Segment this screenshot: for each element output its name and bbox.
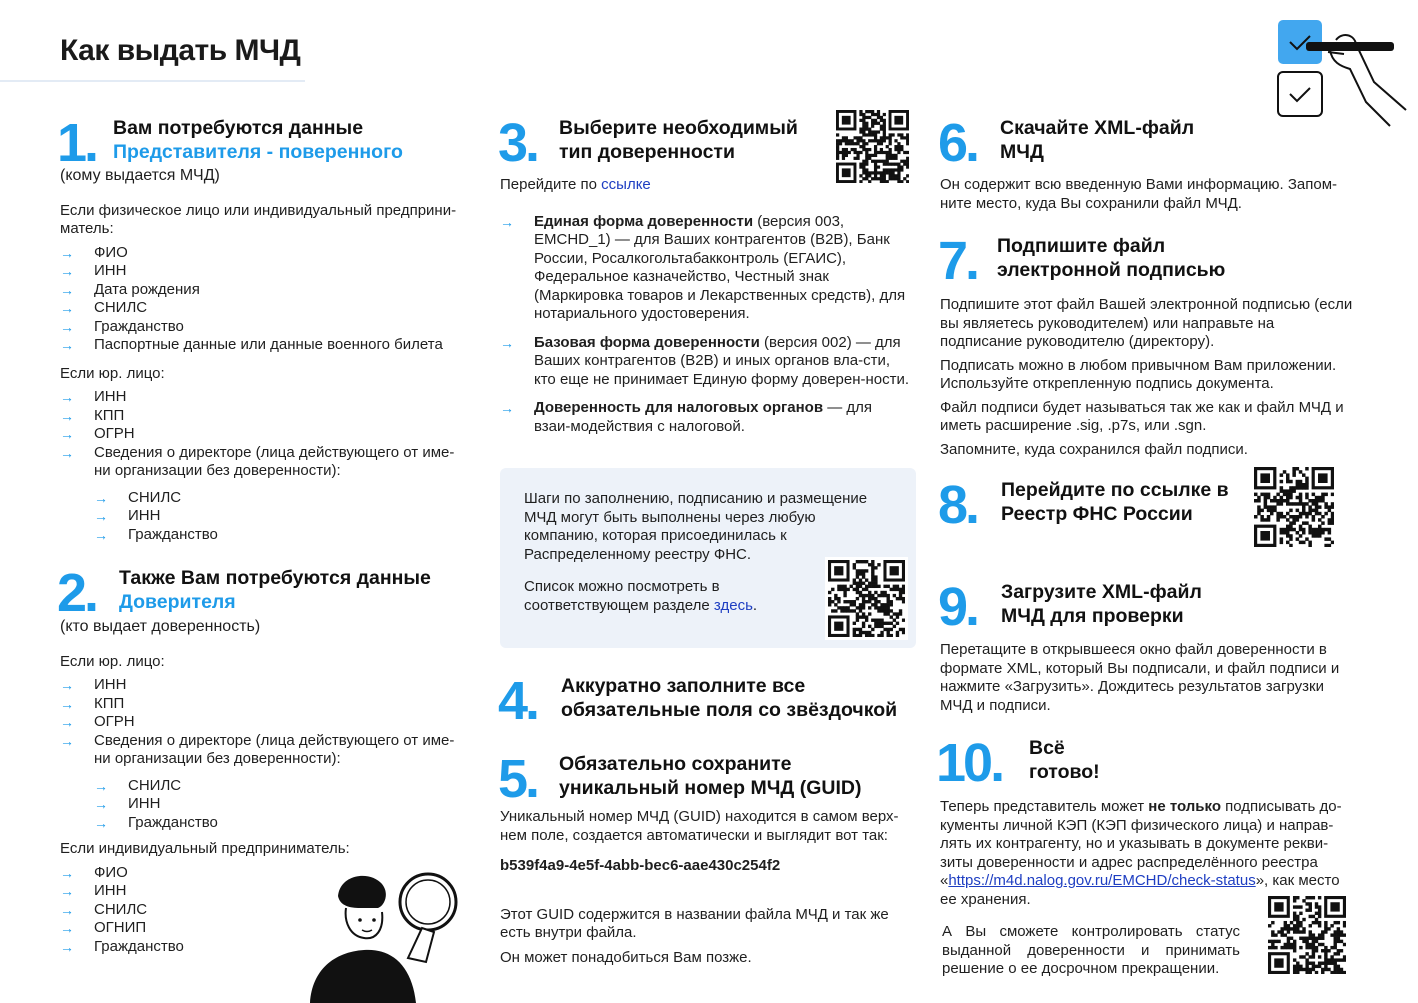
step-10-number: 10. [936, 733, 1003, 793]
step-7-paragraph: Файл подписи будет называться так же как и файл МЧД и иметь расширение .sig, .p7s, или .sgn. [940, 398, 1344, 434]
step-1-body [60, 167, 470, 552]
step-7-body [940, 296, 1358, 464]
step-2-subtitle: (кто выдает доверенность) [60, 618, 261, 635]
list-item: → СНИЛС [60, 299, 470, 318]
step-2-heading [119, 566, 431, 614]
legal-entity-list [60, 388, 470, 481]
list-item: → Гражданство [60, 318, 470, 337]
list-item-text: — для взаи-модействия с налоговой. [534, 399, 873, 435]
list-item: → ФИО [60, 864, 470, 883]
list-item: → ИНН [60, 795, 470, 814]
step-10-text: », как место ее хранения. [940, 872, 1340, 908]
step-3-go-text: Перейдите по [500, 176, 597, 193]
step-5-heading-line2: уникальный номер МЧД (GUID) [559, 777, 862, 799]
step-8-heading-line2: Реестр ФНС России [1001, 503, 1193, 525]
list-item: → Дата рождения [60, 281, 470, 300]
step-3-heading [559, 116, 798, 164]
list-item: → ИНН [60, 388, 470, 407]
list-item-title: Базовая форма доверенности [534, 333, 760, 351]
individual-list [60, 244, 470, 355]
list-item: → ИНН [60, 262, 470, 281]
step-4-heading [561, 674, 897, 722]
step-8-number: 8. [938, 475, 978, 535]
individual-intro: Если физическое лицо или индивидуальный предприни-матель: [60, 201, 457, 237]
step-5-paragraph: Уникальный номер МЧД (GUID) находится в самом верх-нем поле, создается автоматически и выглядит вот так: [500, 808, 899, 844]
list-item [500, 213, 910, 324]
step-3-link[interactable]: ссылке [601, 176, 651, 193]
list-item: → Гражданство [60, 526, 470, 545]
step-5-number: 5. [498, 749, 538, 809]
step-6-heading-line1: Скачайте XML-файл [1000, 117, 1195, 139]
step-9-paragraph: Перетащите в открывшееся окно файл доверенности в формате XML, который Вы подписали, и файл подписи и нажмите «Загрузить». Дождитесь результатов загрузки МЧД и подписи. [940, 641, 1340, 714]
list-item: → Сведения о директоре (лица действующего от име-ни организации без доверенности): [60, 444, 470, 481]
step-7-number: 7. [938, 231, 978, 291]
step-1-subtitle: (кому выдается МЧД) [60, 167, 220, 184]
list-item: → ОГРН [60, 425, 470, 444]
list-item: → Гражданство [60, 814, 470, 833]
qr-code-icon [836, 110, 909, 183]
step-6-number: 6. [938, 113, 978, 173]
list-item: → ОГРН [60, 713, 470, 732]
step-7-heading [997, 234, 1225, 282]
list-item: → СНИЛС [60, 777, 470, 796]
list-item: → Паспортные данные или данные военного билета [60, 336, 470, 355]
list-item: → ФИО [60, 244, 470, 263]
step-4-heading-line2: обязательные поля со звёздочкой [561, 699, 898, 721]
list-item: → ИНН [60, 507, 470, 526]
guid-example: b539f4a9-4e5f-4abb-bec6-aae430c254f2 [500, 857, 781, 874]
step-5-body [500, 808, 900, 972]
step-3-body [500, 176, 910, 444]
step-9-heading-line1: Загрузите XML-файл [1001, 581, 1202, 603]
list-item: → СНИЛС [60, 489, 470, 508]
step-4-number: 4. [498, 671, 538, 731]
step-1-heading-line2: Представителя - поверенного [113, 141, 403, 163]
step-2-number: 2. [57, 563, 97, 623]
step-5-heading-line1: Обязательно сохраните [559, 753, 792, 775]
qr-code-icon [1268, 896, 1346, 974]
info-box-paragraph [524, 578, 774, 615]
step-5-paragraph: Этот GUID содержится в названии файла МЧД и так же есть внутри файла. [500, 905, 889, 941]
info-box-paragraph: Шаги по заполнению, подписанию и размещение МЧД могут быть выполнены через любую компанию, которая присоединилась к Распределенному реестру ФНС. [524, 490, 868, 563]
step-6-paragraph: Он содержит всю введенную Вами информацию. Запом-ните место, куда Вы сохранили файл МЧД. [940, 176, 1338, 212]
list-item [500, 334, 910, 390]
step-8-heading-line1: Перейдите по ссылке в [1001, 479, 1229, 501]
info-box-text [524, 490, 874, 620]
step-9-body [940, 641, 1360, 720]
person-magnifier-illustration-icon [300, 862, 470, 1003]
title-underline [0, 80, 305, 82]
step-7-heading-line2: электронной подписью [997, 259, 1226, 281]
step-9-number: 9. [938, 577, 978, 637]
step-10-bold: не только [1148, 798, 1221, 815]
step-10-heading-line2: готово! [1029, 761, 1100, 783]
step-4-heading-line1: Аккуратно заполните все [561, 675, 806, 697]
info-box-link[interactable]: здесь [713, 596, 753, 614]
step-2-heading-line2: Доверителя [119, 591, 236, 613]
step-3-heading-line2: тип доверенности [559, 141, 735, 163]
step-3-go-line [500, 176, 910, 195]
info-box-text-span: Список можно посмотреть в соответствующем разделе [524, 578, 720, 614]
list-item: → ОГНИП [60, 919, 470, 938]
step-7-paragraph: Запомните, куда сохранился файл подписи. [940, 440, 1248, 458]
list-item: → Сведения о директоре (лица действующего от име-ни организации без доверенности): [60, 732, 470, 769]
step-1-heading-line1: Вам потребуются данные [113, 117, 364, 139]
step-10-text: Теперь представитель может [940, 798, 1149, 815]
info-box-dot: . [752, 596, 758, 614]
list-item: → ИНН [60, 882, 470, 901]
registry-link[interactable]: https://m4d.nalog.gov.ru/EMCHD/check-status [948, 872, 1256, 889]
qr-code-icon [825, 557, 908, 640]
list-item: → Гражданство [60, 938, 470, 957]
list-item: → КПП [60, 407, 470, 426]
list-item: → ИНН [60, 676, 470, 695]
list-item: → СНИЛС [60, 901, 470, 920]
step-7-paragraph: Подпишите этот файл Вашей электронной подписью (если вы являетесь руководителем) или направьте на подписание руководителю (директору). [940, 296, 1353, 350]
list-item [500, 399, 910, 436]
step-10-heading-line1: Всё [1029, 737, 1065, 759]
legal-entity-list [60, 676, 470, 769]
legal-entity-intro: Если юр. лицо: [60, 364, 165, 382]
step-3-heading-line1: Выберите необходимый [559, 117, 798, 139]
list-item-title: Доверенность для налоговых органов [534, 399, 824, 416]
legal-entity-intro: Если юр. лицо: [60, 652, 165, 670]
director-list [60, 777, 470, 833]
director-list [60, 489, 470, 545]
step-10-text: подписывать до-кументы личной КЭП (КЭП физического лица) и направ-лять их контрагенту, но и указывать в документе рекви-зиты доверенности и адрес распределённого реестра « [940, 798, 1342, 889]
qr-code-icon [1254, 467, 1334, 547]
step-10-heading [1029, 736, 1100, 784]
list-item-text: (версия 003, EMCHD_1) — для Ваших контрагентов (B2B), Банк России, Росалкогольтабакконтроль (ЕГАИС), Федеральное казначейство, Честный знак (Маркировка товаров и Лекарственных средств), для нотариального удостоверения. [534, 212, 906, 322]
step-10-paragraph [940, 798, 1352, 909]
step-5-paragraph: Он может понадобиться Вам позже. [500, 948, 752, 966]
step-3-number: 3. [498, 113, 538, 173]
checklist-illustration-icon [1270, 14, 1410, 129]
step-7-heading-line1: Подпишите файл [997, 235, 1166, 257]
list-item-title: Единая форма доверенности [534, 212, 754, 230]
step-9-heading [1001, 580, 1202, 628]
step-9-heading-line2: МЧД для проверки [1001, 605, 1184, 627]
step-6-body [940, 176, 1358, 218]
step-1-number: 1. [57, 113, 97, 173]
step-8-heading [1001, 478, 1229, 526]
step-6-heading-line2: МЧД [1000, 141, 1044, 163]
step-7-paragraph: Подписать можно в любом привычном Вам приложении. Используйте открепленную подпись документа. [940, 356, 1337, 392]
list-item-text: (версия 002) — для Ваших контрагентов (B2B) и иных органов вла-сти, кто еще не принимает Единую форму доверен-ности. [534, 333, 910, 388]
step-10-paragraph: А Вы сможете контролировать статус выданной доверенности и принимать решение о ее досрочном прекращении. [942, 923, 1240, 977]
step-5-heading [559, 752, 861, 800]
list-item: → КПП [60, 695, 470, 714]
power-of-attorney-types-list [500, 213, 910, 437]
step-1-heading [113, 116, 403, 164]
page-title: Как выдать МЧД [60, 34, 301, 67]
entrepreneur-intro: Если индивидуальный предприниматель: [60, 840, 350, 857]
step-6-heading [1000, 116, 1194, 164]
step-2-heading-line1: Также Вам потребуются данные [119, 567, 431, 589]
